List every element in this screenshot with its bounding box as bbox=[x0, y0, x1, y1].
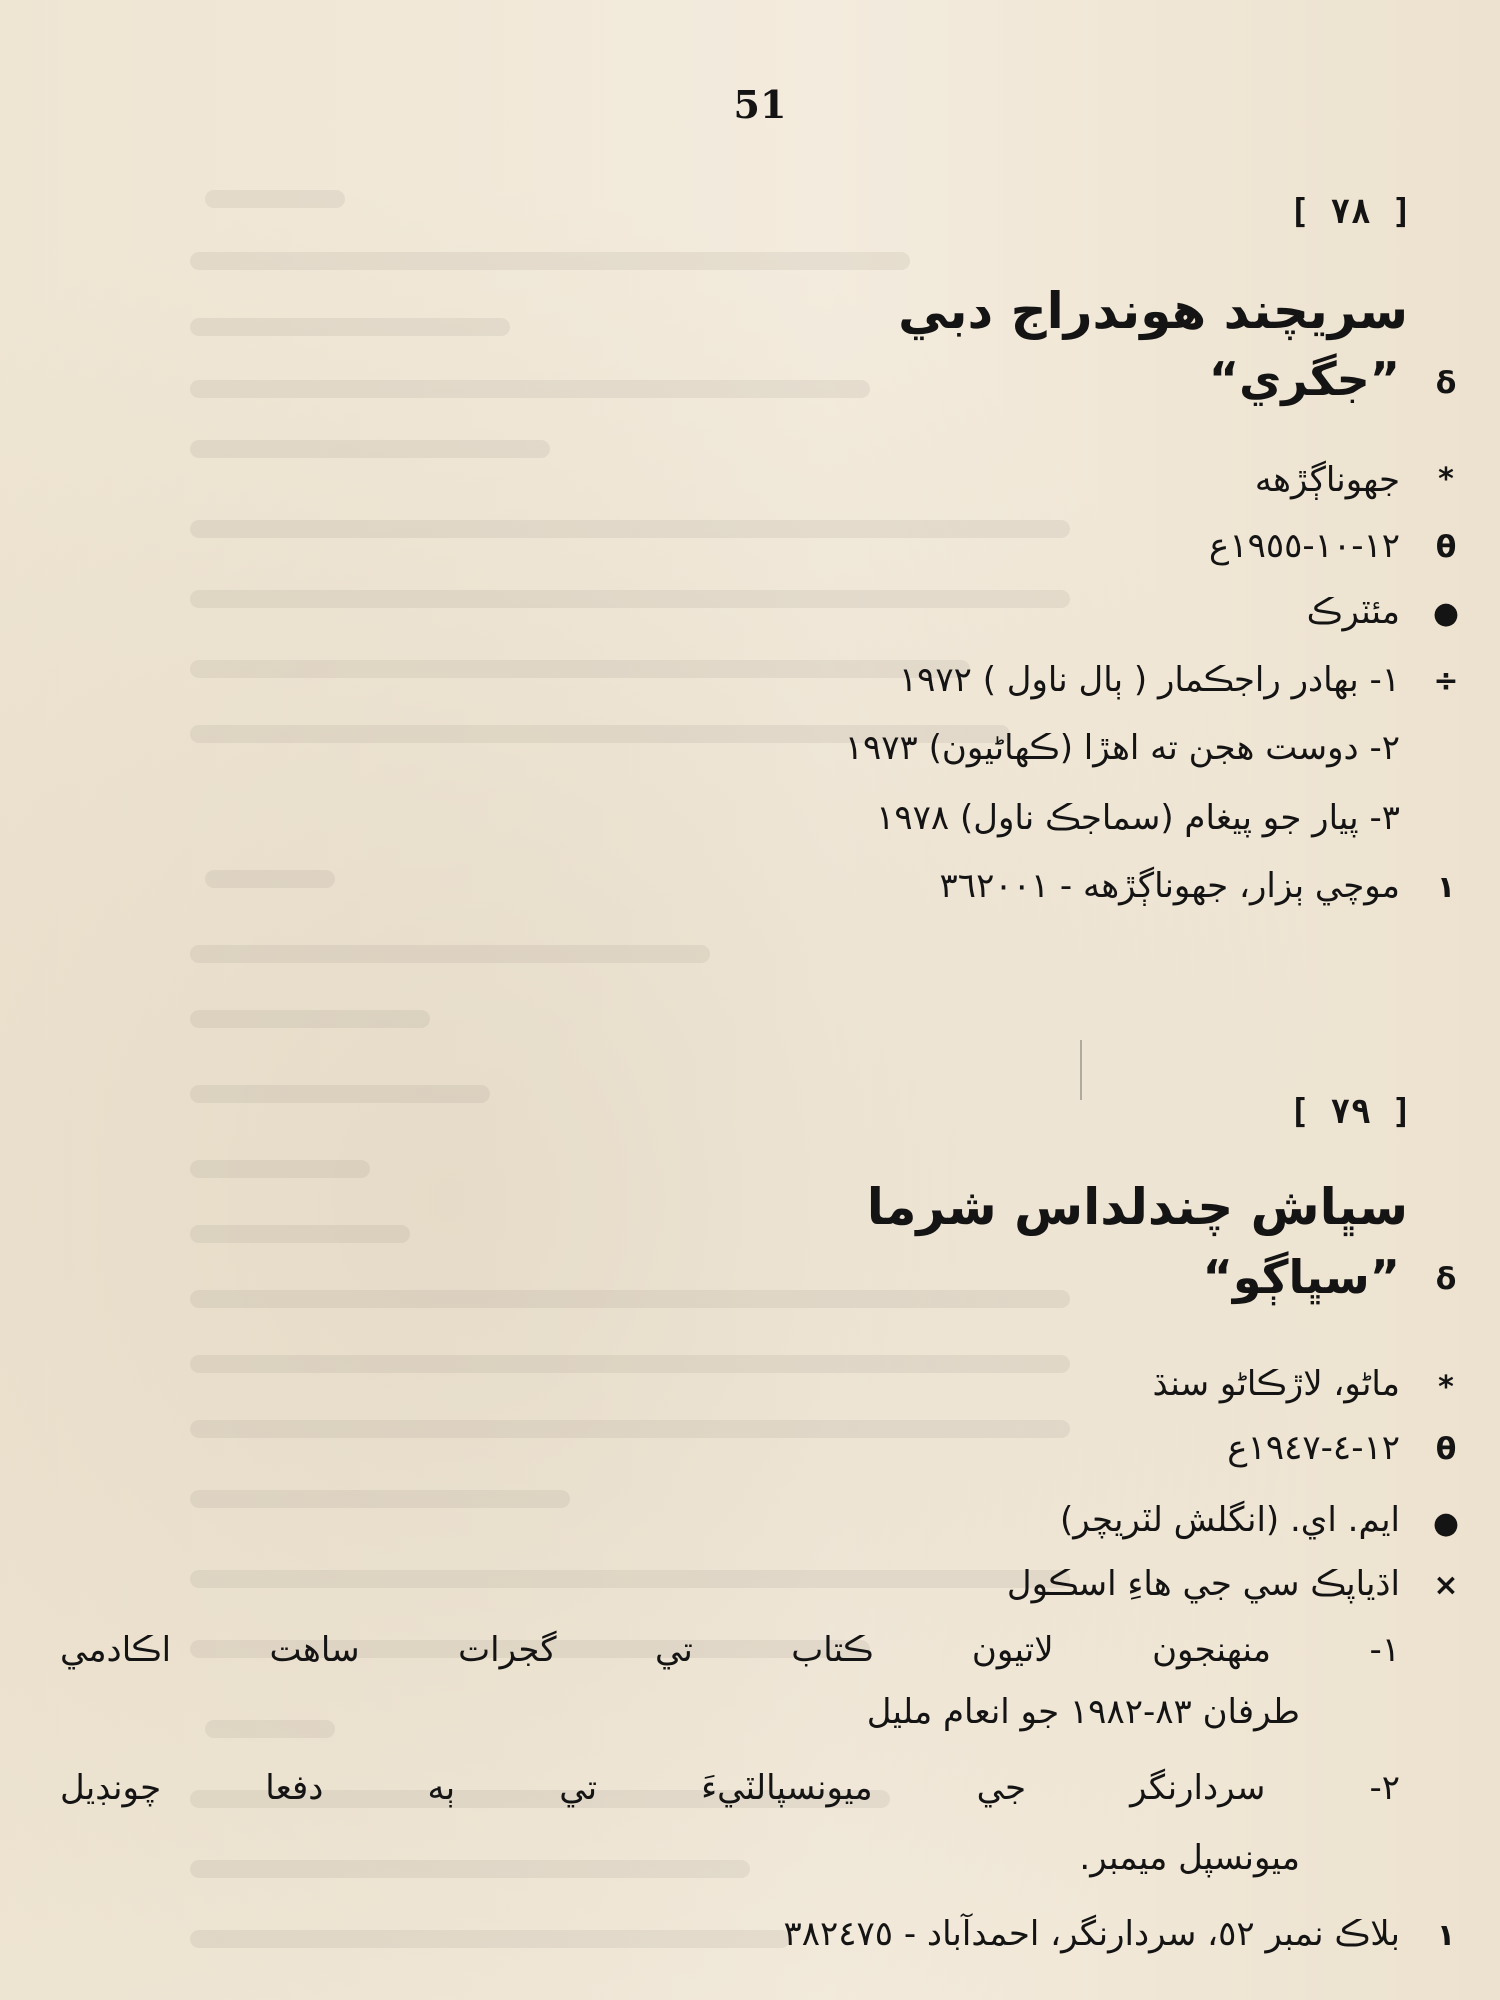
honour-item: ٢- سردارنگر جي ميونسپالٽيءَ تي ٻه دفعا چونڊيل bbox=[60, 1768, 1400, 1808]
pen-name: ”سڀاڳو“ bbox=[1202, 1250, 1400, 1304]
birthplace-symbol: * bbox=[1438, 1370, 1454, 1405]
author-name: سريچند هوندراج دبي bbox=[898, 282, 1408, 340]
honour-item: ١- منهنجون لاتيون ڪتاب تي گجرات ساهت اڪادمي bbox=[60, 1630, 1400, 1670]
pen-name-symbol: δ bbox=[1435, 366, 1457, 401]
entry-number: [ ٧٩ ] bbox=[1289, 1092, 1412, 1132]
occupation-symbol: × bbox=[1433, 1568, 1459, 1603]
birthplace-symbol: * bbox=[1438, 462, 1454, 497]
pen-mark bbox=[1080, 1040, 1082, 1100]
education-symbol: ● bbox=[1432, 1506, 1460, 1541]
author-name: سڀاش چندلداس شرما bbox=[866, 1178, 1408, 1236]
birth-date-symbol: θ bbox=[1435, 530, 1457, 565]
education-symbol: ● bbox=[1432, 596, 1460, 631]
birthplace: جهوناڳڙهه bbox=[1254, 460, 1400, 500]
entry-number: [ ٧٨ ] bbox=[1289, 192, 1412, 232]
occupation: اڌياپڪ سي جي هاءِ اسڪول bbox=[1006, 1564, 1400, 1604]
birth-date: ١٢-٤-١٩٤٧ع bbox=[1227, 1428, 1400, 1468]
pen-name: ”جگري“ bbox=[1208, 352, 1400, 406]
address-symbol: ١ bbox=[1436, 870, 1456, 905]
pen-name-symbol: δ bbox=[1435, 1262, 1457, 1297]
education: ايم. اي. (انگلش لٽريچر) bbox=[1060, 1500, 1400, 1540]
work-item: ٣- پيار جو پيغام (سماجڪ ناول) ١٩٧٨ bbox=[876, 798, 1400, 838]
birth-date: ١٢-١٠-١٩٥٥ع bbox=[1209, 526, 1400, 566]
address: موچي ٻزار، جهوناڳڙهه - ٣٦٢٠٠١ bbox=[939, 866, 1400, 906]
page-number: 51 bbox=[733, 82, 787, 127]
work-item: ١- بهادر راجڪمار ( ٻال ناول ) ١٩٧٢ bbox=[898, 660, 1400, 700]
birth-date-symbol: θ bbox=[1435, 1432, 1457, 1467]
honour-item-continuation: ميونسپل ميمبر. bbox=[1079, 1838, 1300, 1878]
work-item: ٢- دوست هجن ته اهڙا (ڪهاڻيون) ١٩٧٣ bbox=[844, 728, 1400, 768]
address-symbol: ١ bbox=[1436, 1918, 1456, 1953]
address: بلاڪ نمبر ٥٢، سردارنگر، احمدآباد - ٣٨٢٤٧٥ bbox=[783, 1914, 1400, 1954]
education: مئٽرڪ bbox=[1306, 592, 1400, 632]
birthplace: ماڻو، لاڙڪاڻو سنڌ bbox=[1152, 1364, 1400, 1404]
works-symbol: ÷ bbox=[1433, 664, 1459, 699]
honour-item-continuation: طرفان ٨٣-١٩٨٢ جو انعام مليل bbox=[866, 1692, 1300, 1732]
